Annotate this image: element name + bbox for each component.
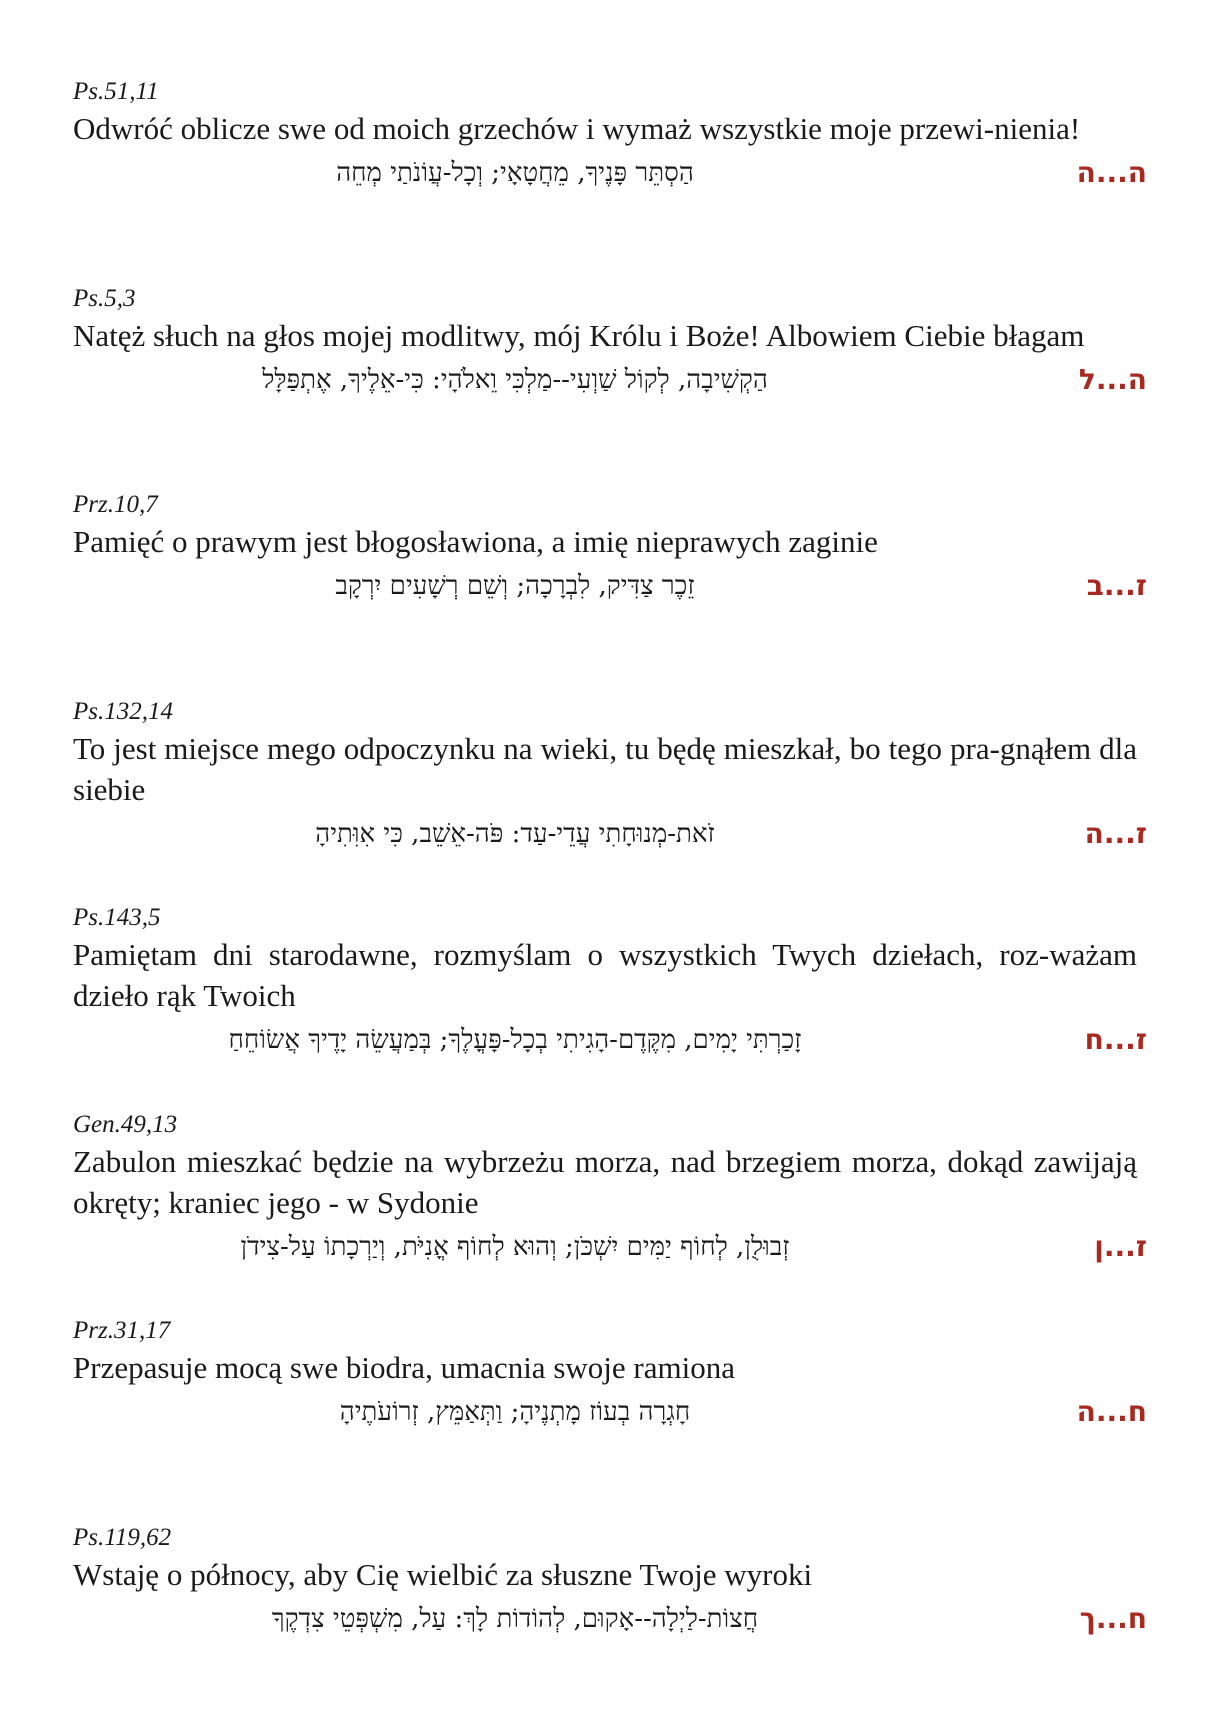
- verse-reference: Ps.51,11: [73, 76, 1147, 108]
- polish-translation: Pamiętam dni starodawne, rozmyślam o wszystkich Twych dziełach, roz-ważam dzieło rąk Twoich: [73, 934, 1147, 1016]
- letter-code: ה...ה: [1077, 151, 1147, 195]
- verse-entry: [73, 902, 1147, 1109]
- verse-reference: Ps.143,5: [73, 902, 1147, 934]
- hebrew-row: [73, 1390, 1147, 1434]
- hebrew-row: [73, 812, 1147, 856]
- verse-entry: [73, 489, 1147, 696]
- polish-translation: To jest miejsce mego odpoczynku na wieki, tu będę mieszkał, bo tego pra-gnąłem dla siebie: [73, 728, 1147, 810]
- verse-reference: Gen.49,13: [73, 1109, 1147, 1141]
- letter-code: ח...ה: [1077, 1390, 1147, 1434]
- hebrew-text: זֹאת-מְנוּחָתִי עֲדֵי-עַד: פֹּה-אֵשֵׁב, כִּי אִוִּתִיהָ: [73, 812, 957, 856]
- polish-translation: Natęż słuch na głos mojej modlitwy, mój Królu i Boże! Albowiem Ciebie błagam: [73, 315, 1147, 356]
- hebrew-row: [73, 358, 1147, 402]
- verse-reference: Ps.132,14: [73, 696, 1147, 728]
- verse-reference: Prz.10,7: [73, 489, 1147, 521]
- verse-reference: Ps.119,62: [73, 1522, 1147, 1554]
- polish-translation: Pamięć o prawym jest błogosławiona, a imię nieprawych zaginie: [73, 521, 1147, 562]
- verse-entry: [73, 696, 1147, 903]
- letter-code: ח...ך: [1080, 1597, 1147, 1641]
- verse-reference: Ps.5,3: [73, 283, 1147, 315]
- letter-code: ז...ב: [1087, 564, 1147, 608]
- hebrew-text: חָגְרָה בְעוֹז מָתְנֶיהָ; וַתְּאַמֵּץ, זְרוֹעֹתֶיהָ: [73, 1390, 957, 1434]
- verse-entry: [73, 1109, 1147, 1316]
- hebrew-text: זָכַרְתִּי יָמִים, מִקֶּדֶם-הָגִיתִי בְכָל-פָּעֳלֶךָ; בְּמַעֲשֵׂה יָדֶיךָ אֲשׂוֹחֵחַ: [73, 1018, 957, 1062]
- hebrew-row: [73, 1597, 1147, 1641]
- letter-code: ז...ן: [1094, 1225, 1147, 1269]
- hebrew-text: זֵכֶר צַדִּיק, לִבְרָכָה; וְשֵׁם רְשָׁעִים יִרְקָב: [73, 564, 957, 608]
- verse-list: [73, 76, 1147, 1728]
- hebrew-row: [73, 151, 1147, 195]
- polish-translation: Wstaję o północy, aby Cię wielbić za słuszne Twoje wyroki: [73, 1554, 1147, 1595]
- verse-entry: [73, 76, 1147, 283]
- polish-translation: Zabulon mieszkać będzie na wybrzeżu morza, nad brzegiem morza, dokąd zawijają okręty; kraniec jego - w Sydonie: [73, 1141, 1147, 1223]
- letter-code: ה...ל: [1079, 358, 1147, 402]
- hebrew-text: הַקְשִׁיבָה, לְקוֹל שַׁוְעִי--מַלְכִּי וֵאלֹהָי: כִּי-אֵלֶיךָ, אֶתְפַּלָּל: [73, 358, 957, 402]
- verse-reference: Prz.31,17: [73, 1315, 1147, 1347]
- letter-code: ז...ה: [1085, 812, 1147, 856]
- hebrew-row: [73, 1225, 1147, 1269]
- polish-translation: Przepasuje mocą swe biodra, umacnia swoje ramiona: [73, 1347, 1147, 1388]
- hebrew-text: הַסְתֵּר פָּנֶיךָ, מֵחֲטָאָי; וְכָל-עֲוֹנֹתַי מְחֵה: [73, 151, 957, 195]
- hebrew-text: חֲצוֹת-לַיְלָה--אָקוּם, לְהוֹדוֹת לָךְ: עַל, מִשְׁפְּטֵי צִדְקֶךָ: [73, 1597, 957, 1641]
- verse-entry: [73, 283, 1147, 490]
- verse-entry: [73, 1522, 1147, 1728]
- letter-code: ז...ח: [1085, 1018, 1147, 1062]
- hebrew-row: [73, 564, 1147, 608]
- hebrew-text: זְבוּלֻן, לְחוֹף יַמִּים יִשְׁכֹּן; וְהוּא לְחוֹף אֳנִיֹּת, וְיַרְכָתוֹ עַל-צִידֹן: [73, 1225, 957, 1269]
- hebrew-row: [73, 1018, 1147, 1062]
- polish-translation: Odwróć oblicze swe od moich grzechów i wymaż wszystkie moje przewi-nienia!: [73, 108, 1147, 149]
- verse-entry: [73, 1315, 1147, 1522]
